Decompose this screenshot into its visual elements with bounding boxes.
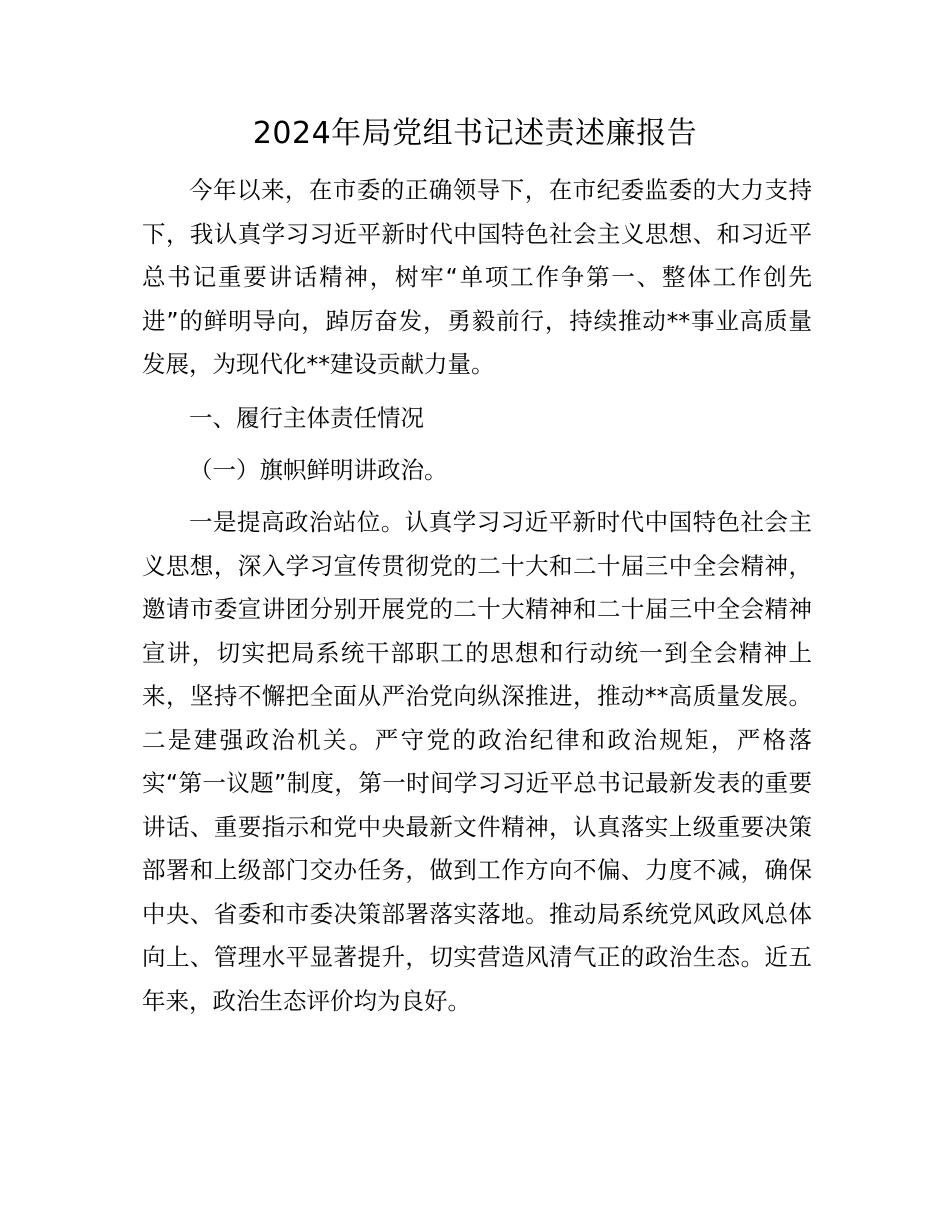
paragraph-political-stance <box>142 501 812 1023</box>
subsection-heading-text: （一）旗帜鲜明讲政治。 <box>189 456 448 484</box>
paragraph-intro <box>142 169 812 387</box>
document-title: 2024年局党组书记述责述廉报告 <box>252 116 698 151</box>
paragraph-text: 一是提高政治站位。认真学习习近平新时代中国特色社会主义思想，深入学习宣传贯彻党的二十大和二十届三中全会精神，邀请市委宣讲团分别开展党的二十大精神和二十届三中全会精神宣讲，切实把局系统干部职工的思想和行动统一到全会精神上来，坚持不懈把全面从严治党向纵深推进，推动**高质量发展。二是建强政治机关。严守党的政治纪律和政治规矩，严格落实“第一议题”制度，第一时间学习习近平总书记最新发表的重要讲话、重要指示和党中央最新文件精神，认真落实上级重要决策部署和上级部门交办任务，做到工作方向不偏、力度不减，确保中央、省委和市委决策部署落实落地。推动局系统党风政风总体向上、管理水平显著提升，切实营造风清气正的政治生态。近五年来，政治生态评价均为良好。 <box>142 508 812 1015</box>
section-heading <box>142 397 812 441</box>
paragraph-text: 今年以来，在市委的正确领导下，在市纪委监委的大力支持下，我认真学习习近平新时代中国特色社会主义思想、和习近平总书记重要讲话精神，树牢“单项工作争第一、整体工作创先进”的鲜明导向，踔厉奋发，勇毅前行，持续推动**事业高质量发展，为现代化**建设贡献力量。 <box>142 176 812 378</box>
section-heading-text: 一、履行主体责任情况 <box>189 404 424 432</box>
subsection-heading <box>142 449 812 493</box>
